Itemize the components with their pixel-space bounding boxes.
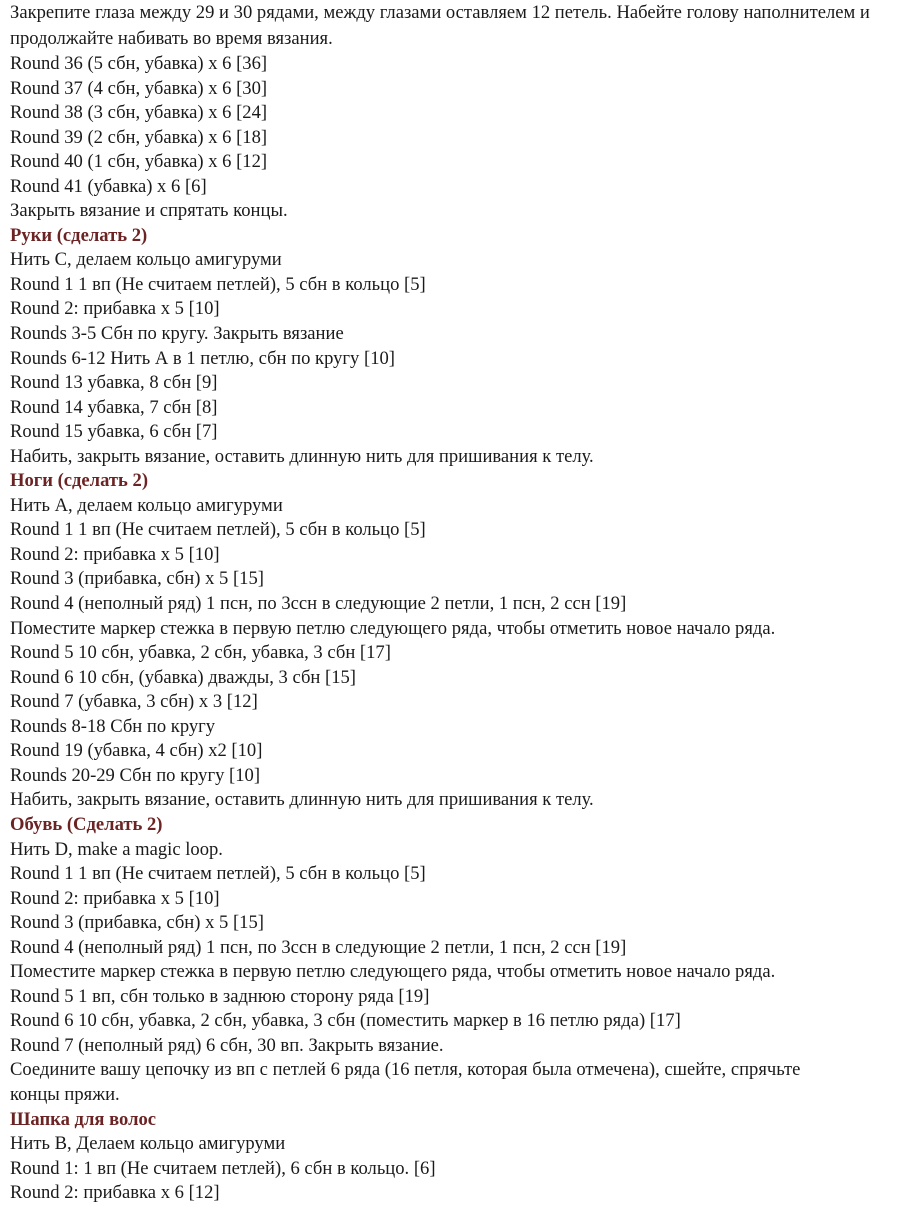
- shoes-round-4: Round 4 (неполный ряд) 1 псн, по 3ссн в следующие 2 петли, 1 псн, 2 ссн [19]: [10, 936, 627, 958]
- legs-round-6: Round 6 10 сбн, (убавка) дважды, 3 сбн [15]: [10, 666, 356, 688]
- legs-round-5: Round 5 10 сбн, убавка, 2 сбн, убавка, 3 сбн [17]: [10, 642, 391, 664]
- legs-rounds-20-29: Rounds 20-29 Сбн по кругу [10]: [10, 764, 261, 786]
- legs-round-1: Round 1 1 вп (Не считаем петлей), 5 сбн в кольцо [5]: [10, 519, 426, 541]
- section-heading-hair-cap: Шапка для волос: [10, 1108, 157, 1130]
- arms-round-2: Round 2: прибавка х 5 [10]: [10, 298, 220, 320]
- shoes-round-2: Round 2: прибавка х 5 [10]: [10, 887, 220, 909]
- round-37: Round 37 (4 сбн, убавка) х 6 [30]: [10, 77, 268, 99]
- legs-round-7: Round 7 (убавка, 3 сбн) х 3 [12]: [10, 691, 258, 713]
- legs-rounds-8-18: Rounds 8-18 Сбн по кругу: [10, 715, 216, 737]
- arms-round-14: Round 14 убавка, 7 сбн [8]: [10, 396, 218, 418]
- section-heading-legs: Ноги (сделать 2): [10, 470, 149, 492]
- shoes-round-5: Round 5 1 вп, сбн только в заднюю сторону ряда [19]: [10, 985, 430, 1007]
- section-heading-arms: Руки (сделать 2): [10, 224, 148, 246]
- legs-marker-note: Поместите маркер стежка в первую петлю следующего ряда, чтобы отметить новое начало ряда.: [10, 617, 776, 639]
- arms-round-15: Round 15 убавка, 6 сбн [7]: [10, 421, 218, 443]
- arms-finish-line: Набить, закрыть вязание, оставить длинную нить для пришивания к телу.: [10, 445, 594, 467]
- legs-round-4: Round 4 (неполный ряд) 1 псн, по 3ссн в следующие 2 петли, 1 псн, 2 ссн [19]: [10, 593, 627, 615]
- cap-yarn-line: Нить В, Делаем кольцо амигуруми: [10, 1133, 286, 1155]
- shoes-yarn-line: Нить D, make a magic loop.: [10, 838, 223, 860]
- finish-head-line: Закрыть вязание и спрятать концы.: [10, 200, 288, 222]
- round-38: Round 38 (3 сбн, убавка) х 6 [24]: [10, 102, 268, 124]
- shoes-round-1: Round 1 1 вп (Не считаем петлей), 5 сбн в кольцо [5]: [10, 863, 426, 885]
- round-39: Round 39 (2 сбн, убавка) х 6 [18]: [10, 126, 268, 148]
- intro-paragraph: Закрепите глаза между 29 и 30 рядами, между глазами оставляем 12 петель. Набейте голову наполнителем и продолжайте набивать во время вязания.: [10, 2, 870, 49]
- arms-round-1: Round 1 1 вп (Не считаем петлей), 5 сбн в кольцо [5]: [10, 273, 426, 295]
- arms-round-13: Round 13 убавка, 8 сбн [9]: [10, 372, 218, 394]
- cap-round-2: Round 2: прибавка х 6 [12]: [10, 1182, 220, 1204]
- shoes-round-7: Round 7 (неполный ряд) 6 сбн, 30 вп. Закрыть вязание.: [10, 1034, 444, 1056]
- shoes-join-paragraph: Соедините вашу цепочку из вп с петлей 6 ряда (16 петля, которая была отмечена), сшейте, спрячьте концы пряжи.: [10, 1059, 801, 1105]
- legs-yarn-line: Нить А, делаем кольцо амигуруми: [10, 494, 283, 516]
- arms-rounds-6-12: Rounds 6-12 Нить А в 1 петлю, сбн по кругу [10]: [10, 347, 395, 369]
- legs-round-2: Round 2: прибавка х 5 [10]: [10, 543, 220, 565]
- shoes-round-3: Round 3 (прибавка, сбн) х 5 [15]: [10, 912, 264, 934]
- legs-round-3: Round 3 (прибавка, сбн) х 5 [15]: [10, 568, 264, 590]
- legs-finish-line: Набить, закрыть вязание, оставить длинную нить для пришивания к телу.: [10, 789, 594, 811]
- shoes-round-6: Round 6 10 сбн, убавка, 2 сбн, убавка, 3 сбн (поместить маркер в 16 петлю ряда) [17]: [10, 1010, 681, 1032]
- arms-rounds-3-5: Rounds 3-5 Сбн по кругу. Закрыть вязание: [10, 323, 344, 345]
- round-40: Round 40 (1 сбн, убавка) х 6 [12]: [10, 151, 268, 173]
- cap-round-1: Round 1: 1 вп (Не считаем петлей), 6 сбн в кольцо. [6]: [10, 1157, 436, 1179]
- arms-yarn-line: Нить С, делаем кольцо амигуруми: [10, 249, 282, 271]
- round-41: Round 41 (убавка) х 6 [6]: [10, 175, 207, 197]
- legs-round-19: Round 19 (убавка, 4 сбн) х2 [10]: [10, 740, 263, 762]
- pattern-document: [10, 0, 898, 1206]
- shoes-marker-note: Поместите маркер стежка в первую петлю следующего ряда, чтобы отметить новое начало ряда.: [10, 961, 776, 983]
- section-heading-shoes: Обувь (Сделать 2): [10, 813, 163, 835]
- round-36: Round 36 (5 сбн, убавка) х 6 [36]: [10, 53, 268, 74]
